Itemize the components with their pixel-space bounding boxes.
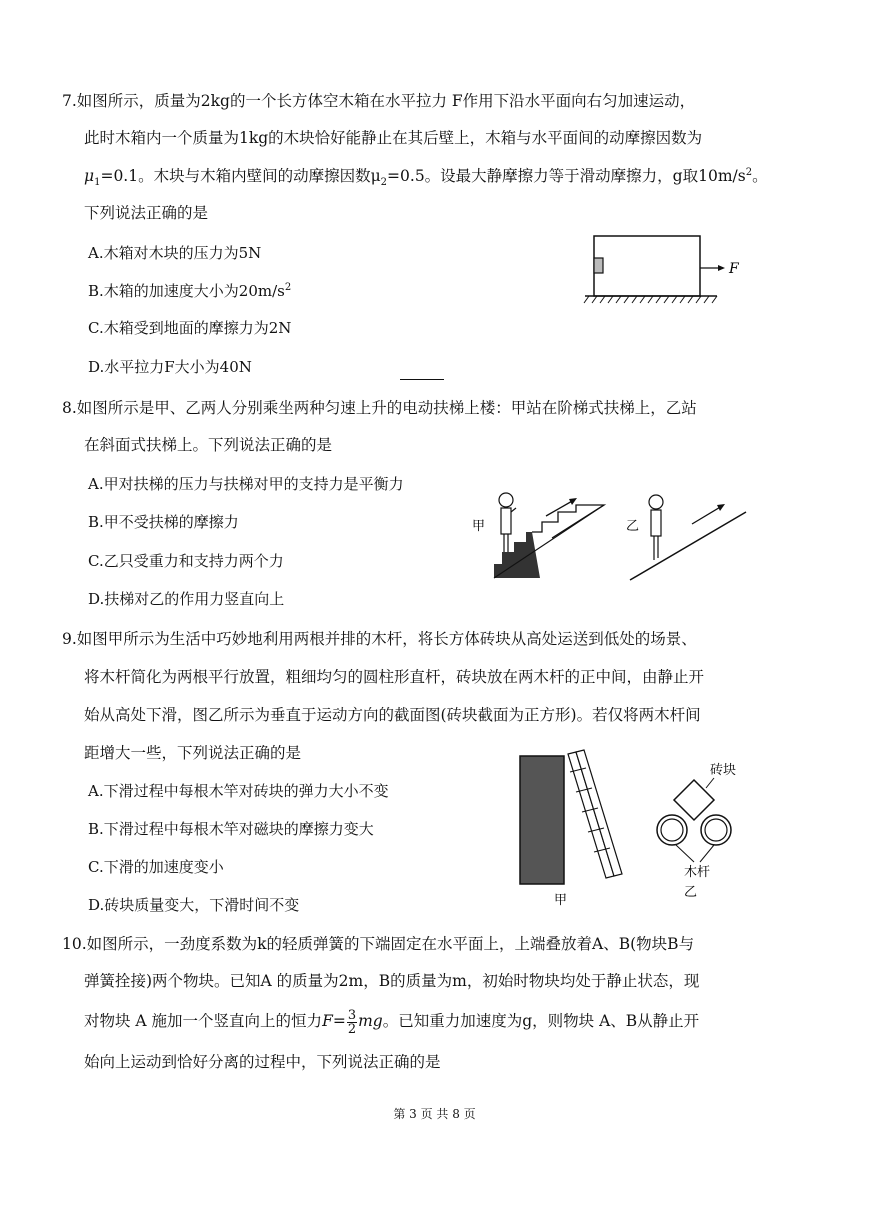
q9-option-c: C.下滑的加速度变小	[88, 858, 224, 876]
q10-mg: mg	[358, 1012, 383, 1030]
motion-arrow-yi-head	[717, 504, 725, 511]
q10-line1: 10.如图所示，一劲度系数为k的轻质弹簧的下端固定在水平面上，上端叠放着A、B(物块B与	[62, 935, 695, 953]
q7-line2: 此时木箱内一个质量为1kg的木块恰好能静止在其后壁上，木箱与水平面间的动摩擦因数为	[84, 129, 703, 147]
q7-figure	[575, 230, 745, 315]
q7-line3-end: =0.5。设最大静摩擦力等于滑动摩擦力，g取10m/s	[387, 167, 746, 185]
q9-line2: 将木杆简化为两根平行放置，粗细均匀的圆柱形直杆，砖块放在两木杆的正中间，由静止开	[84, 668, 705, 686]
q7-mu1-sub: 1	[94, 177, 101, 189]
q10-line3	[84, 1006, 699, 1036]
q10-frac-num: 3	[347, 1007, 357, 1023]
q10-line2: 弹簧拴接)两个物块。已知A 的质量为2m，B的质量为m，初始时物块均处于静止状态，现	[84, 972, 700, 990]
stair-steps-upper	[532, 505, 604, 538]
q8-option-c: C.乙只受重力和支持力两个力	[88, 552, 284, 570]
q7-sq: 2	[745, 166, 753, 178]
q7-line4: 下列说法正确的是	[84, 204, 209, 222]
q7-option-b	[88, 281, 291, 301]
q9-option-d: D.砖块质量变大，下滑时间不变	[88, 896, 300, 914]
wooden-box	[594, 236, 700, 296]
q7-option-d: D.水平拉力F大小为40N	[88, 358, 252, 376]
q7-mu2-sub: 2	[380, 177, 388, 189]
page-footer: 第 3 页 共 8 页	[393, 1107, 476, 1121]
wooden-poles	[568, 750, 622, 878]
force-arrow-head	[718, 265, 725, 271]
label-yi: 乙	[684, 885, 698, 900]
pole-leader-left	[676, 845, 694, 862]
wall	[520, 756, 564, 884]
pole-left-inner	[661, 819, 683, 841]
q8-option-b: B.甲不受扶梯的摩擦力	[88, 513, 239, 531]
wooden-block	[594, 258, 603, 273]
q7-line1: 7.如图所示，质量为2kg的一个长方体空木箱在水平拉力 F作用下沿水平面向右匀加速运动，	[62, 92, 696, 110]
label-jia: 甲	[472, 519, 486, 534]
q8-line1: 8.如图所示是甲、乙两人分别乘坐两种匀速上升的电动扶梯上楼：甲站在阶梯式扶梯上，乙站	[62, 399, 697, 417]
label-yi: 乙	[626, 519, 640, 534]
q7-line3-rest: 木块与木箱内壁间的动摩擦因数μ	[153, 167, 381, 185]
q10-fraction	[347, 1009, 357, 1036]
q7-mu1-val: =0.1。	[100, 167, 154, 185]
q9-line1: 9.如图甲所示为生活中巧妙地利用两根并排的木杆，将长方体砖块从高处运送到低处的场景、	[62, 630, 697, 648]
q9-line4: 距增大一些，下列说法正确的是	[84, 744, 302, 762]
label-brick: 砖块	[710, 763, 737, 778]
q7-option-b-text: B.木箱的加速度大小为20m/s	[88, 282, 285, 300]
q9-figure	[510, 748, 760, 908]
stair-escalator	[494, 532, 540, 578]
separator-line	[400, 379, 444, 380]
brick-leader	[706, 778, 714, 788]
q9-option-a: A.下滑过程中每根木竿对砖块的弹力大小不变	[88, 782, 389, 800]
motion-arrow-jia	[546, 500, 574, 516]
q8-option-a: A.甲对扶梯的压力与扶梯对甲的支持力是平衡力	[88, 475, 404, 493]
q7-dot: 。	[752, 167, 768, 185]
person-jia	[499, 493, 516, 552]
q10-F-eq: F=	[322, 1012, 346, 1030]
q7-option-c: C.木箱受到地面的摩擦力为2N	[88, 319, 292, 337]
ground-hatch	[584, 296, 717, 303]
label-pole: 木杆	[684, 865, 711, 880]
q10-line3-post: 。已知重力加速度为g，则物块 A、B从静止开	[382, 1012, 700, 1030]
pole-right-inner	[705, 819, 727, 841]
q8-option-d: D.扶梯对乙的作用力竖直向上	[88, 590, 285, 608]
q7-option-b-sup: 2	[284, 282, 292, 293]
q9-option-b: B.下滑过程中每根木竿对磁块的摩擦力变大	[88, 820, 374, 838]
q7-line3	[84, 166, 768, 189]
q10-frac-den: 2	[347, 1021, 357, 1037]
q10-line3-pre: 对物块 A 施加一个竖直向上的恒力	[84, 1012, 323, 1030]
q8-figure	[470, 488, 760, 588]
q9-line3: 始从高处下滑，图乙所示为垂直于运动方向的截面图(砖块截面为正方形)。若仅将两木杆间	[84, 706, 701, 724]
q8-line2: 在斜面式扶梯上。下列说法正确的是	[84, 436, 333, 454]
q10-line4: 始向上运动到恰好分离的过程中，下列说法正确的是	[84, 1053, 441, 1071]
pole-leader-right	[700, 845, 714, 862]
q7-option-a: A.木箱对木块的压力为5N	[88, 244, 262, 262]
person-yi	[649, 495, 663, 560]
q7-mu1: μ	[84, 167, 95, 185]
motion-arrow-yi	[692, 506, 722, 524]
force-label: F	[729, 261, 739, 277]
label-jia: 甲	[554, 893, 568, 908]
incline-escalator	[630, 512, 746, 580]
